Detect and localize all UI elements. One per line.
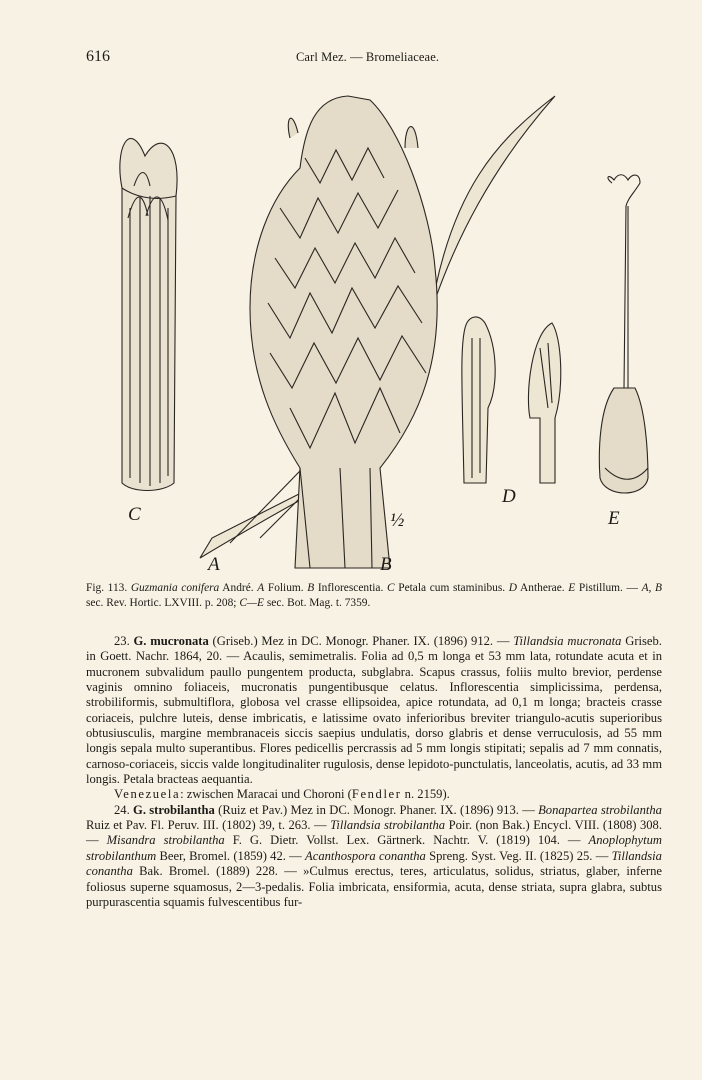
synonym: Bonapartea strobilantha	[538, 802, 662, 817]
label-a: A	[208, 554, 220, 575]
main-text	[86, 634, 662, 910]
label-c: C	[128, 504, 141, 525]
anthers-drawing-d	[462, 317, 561, 483]
caption-a-text: Folium.	[267, 582, 304, 594]
entry-description: Bak. Bromel. (1889) 228. — »Culmus erectus, teres, articulatus, solidus, striatus, glaber, inferne foliosus superne squamosus, 2—3-pedalis. Folia imbricata, ensiformia, acuta, dense striata, supra glabra, subtus purpurascentia squamis fulvescentibus fur-	[86, 864, 662, 909]
scale-label: ½	[390, 510, 405, 531]
petal-drawing-c	[120, 139, 177, 491]
caption-b-letter: B	[307, 582, 315, 594]
caption-d-letter: D	[508, 582, 518, 594]
synonym: Tillandsia mucronata	[513, 634, 622, 648]
caption-ce-letters: C—E	[239, 597, 265, 609]
locality-country: Venezuela	[114, 787, 181, 802]
caption-c-letter: C	[386, 582, 395, 594]
fig-number: Fig. 113.	[86, 582, 128, 594]
entry-23	[86, 634, 662, 787]
entry-citation: Beer, Bromel. (1859) 42. —	[159, 848, 302, 863]
caption-c-text: Petala cum staminibus.	[398, 582, 506, 594]
caption-b-text: Inflorescentia.	[317, 582, 384, 594]
figure-caption	[86, 581, 662, 611]
entry-citation: (Ruiz et Pav.) Mez in DC. Monogr. Phaner. IX. (1896) 913. —	[218, 802, 535, 817]
figure-drawing	[100, 88, 660, 578]
synonym: Misandra strobilantha	[106, 833, 225, 848]
entry-citation: Poir. (non Bak.) Encycl. VIII. (1808) 308. —	[86, 818, 662, 848]
collector-name: Fendler	[351, 787, 402, 802]
entry-description: Griseb. in Goett. Nachr. 1864, 20. — Acaulis, semimetralis. Folia ad 0,5 m longa et 53 mm lata, rotundate acuta et in mucronem subvalidum paullo pungentem producta, subglabra. Scapus crassus, foliis multo brevior, perdense vaginis omnino foliaceis, mucronatis pungentibusque celatus. Inflorescentia simplicissima, perdensa, strobiliformis, submultiflora, globosa vel crasse ellipsoidea, apice rotundata, ad 0,1 m longa; bracteis crasse coriaceis, pulchre luteis, dense imbricatis, e latissime ovato inferioribus breviter triangulo-acutis superioribus obtusiusculis, margine membranaceis siccis saepius undulatis, dorso glabris et dense verruculosis, ad 55 mm longis sepala multo superantibus. Flores pedicellis percrassis ad 5 mm longis stipitati; sepalis ad 7 mm connatis, carnoso-coriaceis, siccis valde longitudinaliter rugulosis, dense lepidoto-punctulatis, lanceolatis, acutis, ad 33 mm longis. Petala bracteas aequantia.	[86, 634, 662, 787]
caption-author: André.	[222, 582, 254, 594]
caption-d-text: Antherae.	[520, 582, 565, 594]
synonym: Tillandsia conantha	[86, 848, 662, 879]
caption-ce-text: sec. Bot. Mag. t. 7359.	[266, 597, 371, 609]
label-e: E	[608, 508, 620, 529]
caption-species: Guzmania conifera	[130, 582, 220, 594]
species-name: G. strobilantha	[133, 802, 215, 817]
caption-e-letter: E	[568, 582, 576, 594]
label-d: D	[502, 486, 516, 507]
synonym: Tillandsia strobilantha	[330, 818, 446, 833]
synonym: Anoplophytum strobilanthum	[86, 833, 663, 863]
entry-number: 23.	[114, 634, 130, 648]
caption-e-text: Pistillum. —	[578, 582, 638, 594]
page-number: 616	[86, 48, 110, 65]
entry-citation: Ruiz et Pav. Fl. Peruv. III. (1802) 39, t. 263. —	[86, 818, 327, 833]
entry-23-locality	[86, 787, 662, 802]
entry-citation: Spreng. Syst. Veg. II. (1825) 25. —	[429, 848, 609, 863]
entry-citation: (Griseb.) Mez in DC. Monogr. Phaner. IX. (1896) 912. —	[212, 634, 510, 648]
entry-24	[86, 803, 662, 910]
running-head: Carl Mez. — Bromeliaceae.	[296, 50, 440, 64]
synonym: Acanthospora conantha	[305, 848, 426, 863]
entry-citation: F. G. Dietr. Vollst. Lex. Gärtnerk. Nachtr. V. (1819) 104. —	[232, 833, 581, 848]
botanical-figure	[100, 88, 660, 578]
caption-a-letter: A	[257, 582, 265, 594]
label-b: B	[380, 554, 392, 575]
pistil-drawing-e	[599, 175, 648, 493]
collector-number: n. 2159).	[401, 787, 450, 802]
species-name: G. mucronata	[133, 634, 209, 648]
caption-ab-text: sec. Rev. Hortic. LXVIII. p. 208;	[86, 597, 237, 609]
caption-ab-letters: A, B	[641, 582, 662, 594]
locality-text: : zwischen Maracai und Choroni (	[180, 787, 352, 802]
entry-number: 24.	[114, 802, 130, 817]
